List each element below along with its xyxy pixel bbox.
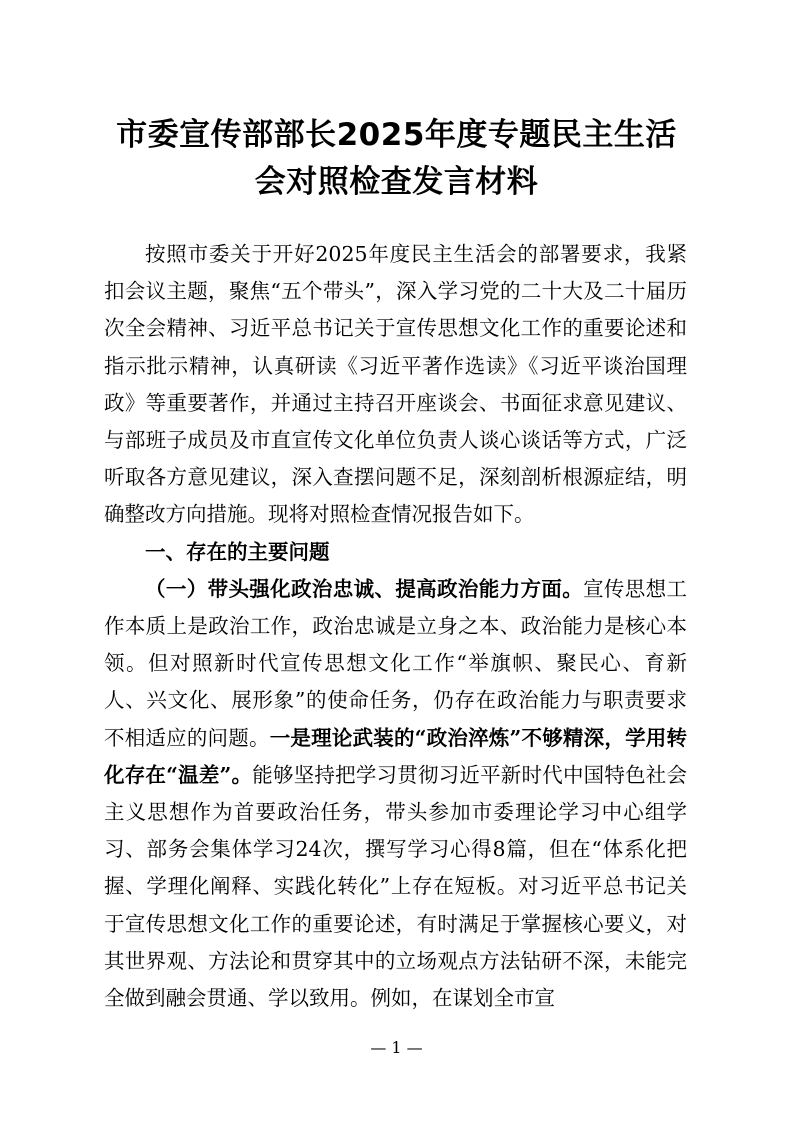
title-line-2: 会对照检查发言材料	[254, 164, 539, 200]
point-heading: 一是理论武装的“政治淬炼”不够精深，学用转化存在“温差”。	[104, 725, 687, 787]
point-text: 能够坚持把学习贯彻习近平新时代中国特色社会主义思想作为首要政治任务，带头参加市委理论学习中心组学习、部务会集体学习24次，撰写学习心得8篇，但在“体系化把握、学理化阐释、实践化转化”上存在短板。对习近平总书记关于宣传思想文化工作的重要论述，有时满足于掌握核心要义，对其世界观、方法论和贯穿其中的立场观点方法钻研不深，未能完全做到融会贯通、学以致用。例如，在谋划全市宣	[104, 762, 687, 1011]
document-body	[104, 236, 687, 1017]
intro-paragraph: 按照市委关于开好2025年度民主生活会的部署要求，我紧扣会议主题，聚焦“五个带头”，深入学习党的二十大及二十届历次全会精神、习近平总书记关于宣传思想文化工作的重要论述和指示批示精神，认真研读《习近平著作选读》《习近平谈治国理政》等重要著作，并通过主持召开座谈会、书面征求意见建议、与部班子成员及市直宣传文化单位负责人谈心谈话等方式，广泛听取各方意见建议，深入查摆问题不足，深刻剖析根源症结，明确整改方向措施。现将对照检查情况报告如下。	[104, 242, 687, 527]
subsection-text: 宣传思想工作本质上是政治工作，政治忠诚是立身之本、政治能力是核心本领。但对照新时代宣传思想文化工作“举旗帜、聚民心、育新人、兴文化、展形象”的使命任务，仍存在政治能力与职责要求不相适应的问题。	[104, 576, 688, 750]
section-heading: 一、存在的主要问题	[145, 539, 330, 564]
title-line-1: 市委宣传部部长2025年度专题民主生活	[116, 117, 677, 153]
page-number: — 1 —	[370, 1038, 423, 1057]
subsection-heading: （一）带头强化政治忠诚、提高政治能力方面。	[145, 576, 584, 601]
subsection-paragraph	[104, 571, 687, 1017]
document-title	[100, 112, 693, 206]
